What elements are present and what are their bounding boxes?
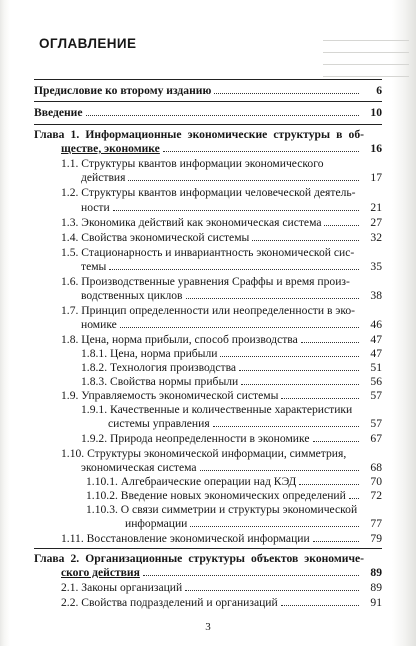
toc-entry-1-10-line1[interactable]: 1.10. Структуры экономической информации, симметрия, [61,447,347,460]
leader-dots [301,342,359,343]
toc-page-number: 77 [370,517,382,530]
toc-entry-2-1[interactable] [61,581,361,594]
leader-dots [190,526,359,527]
toc-entry-1-2[interactable] [81,201,361,214]
toc-entry-title: ществе, экономике [61,142,160,155]
leader-dots [213,426,359,427]
toc-entry-1-10[interactable] [81,461,361,474]
leader-dots [324,225,359,226]
leader-dots [241,384,359,385]
toc-entry-title: информации [125,517,188,530]
leader-dots [313,441,360,442]
toc-entry-1-7-line1[interactable]: 1.7. Принцип определенности или неопределенности в эко- [61,304,356,317]
toc-page-number: 35 [370,260,382,273]
toc-page-number: 67 [370,432,382,445]
toc-entry-1-10-3-line1[interactable]: 1.10.3. О связи симметрии и структуры экономической [86,503,358,516]
toc-entry-title: ности [81,201,110,214]
toc-page-number: 17 [370,171,382,184]
toc-page-number: 89 [370,566,382,579]
toc-page-number: 56 [370,375,382,388]
toc-entry-title: водственных циклов [81,289,183,302]
toc-page-number: 32 [370,231,382,244]
toc-entry-title: номике [81,318,117,331]
toc-entry-1-10-3[interactable] [125,517,361,530]
toc-entry-1-2-line1[interactable]: 1.2. Структуры квантов информации человеческой деятель- [61,186,356,199]
toc-entry-chapter-2[interactable] [61,566,361,579]
toc-entry-1-5-line1[interactable]: 1.5. Стационарность и инвариантность экономической сис- [61,246,355,259]
toc-chapter2-line1[interactable]: Глава 2. Организационные структуры объектов экономиче- [34,552,364,565]
toc-entry-title: ского действия [61,566,140,579]
toc-entry-title: 1.9.2. Природа неопределенности в экономике [81,432,310,445]
toc-entry-1-9-1[interactable] [108,417,361,430]
toc-entry-title: 1.3. Экономика действий как экономическая система [61,216,322,229]
toc-entry-title: 1.8.1. Цена, норма прибыли [81,347,218,360]
toc-page-number: 38 [370,289,382,302]
toc-entry-title: 2.1. Законы организаций [61,581,183,594]
bleed-through-line [323,40,409,41]
toc-page-number: 10 [370,106,382,119]
toc-page-number: 79 [370,532,382,545]
toc-entry-1-4[interactable] [61,231,361,244]
toc-entry-1-8-1[interactable] [81,347,361,360]
toc-entry-1-9[interactable] [61,389,361,402]
toc-entry-title: темы [81,260,107,273]
leader-dots [299,484,359,485]
toc-page-number: 72 [370,489,382,502]
toc-page-number: 46 [370,318,382,331]
toc-rule [34,124,382,125]
toc-chapter1-line1[interactable]: Глава 1. Информационные экономические структуры в об- [34,128,364,141]
toc-entry-1-6-line1[interactable]: 1.6. Производственные уравнения Сраффы и время произ- [61,275,350,288]
leader-dots [349,498,359,499]
toc-entry-intro[interactable] [34,106,361,119]
toc-page-number: 6 [376,84,382,97]
bleed-through-line [323,76,409,77]
toc-entry-title: 1.8. Цена, норма прибыли, способ производства [61,333,298,346]
toc-heading: ОГЛАВЛЕНИЕ [39,36,137,51]
toc-entry-title: 1.10.1. Алгебраические операции над КЭД [86,475,297,488]
toc-entry-title: системы управления [108,417,210,430]
toc-entry-1-10-2[interactable] [86,489,361,502]
toc-page-number: 47 [370,333,382,346]
toc-entry-title: 1.9. Управляемость экономической системы [61,389,279,402]
toc-entry-title: Предисловие ко второму изданию [34,84,212,97]
toc-entry-1-8-3[interactable] [81,375,361,388]
toc-page-number: 57 [370,417,382,430]
bleed-through-line [323,52,409,53]
leader-dots [143,575,359,576]
toc-entry-title: экономическая система [81,461,197,474]
toc-page-number: 57 [370,389,382,402]
toc-entry-1-5[interactable] [81,260,361,273]
toc-entry-1-9-1-line1[interactable]: 1.9.1. Качественные и количественные характеристики [81,403,353,416]
leader-dots [120,327,359,328]
toc-entry-title: Введение [34,106,83,119]
toc-entry-1-11[interactable] [61,532,361,545]
toc-entry-1-8[interactable] [61,333,361,346]
toc-rule [34,548,382,549]
toc-page-number: 27 [370,216,382,229]
toc-entry-preface[interactable] [34,84,361,97]
toc-entry-chapter-1[interactable] [61,142,361,155]
leader-dots [186,298,359,299]
toc-entry-title: 1.4. Свойства экономической системы [61,231,250,244]
toc-entry-2-2[interactable] [61,596,361,609]
toc-entry-title: 2.2. Свойства подразделений и организаций [61,596,278,609]
toc-page-number: 47 [370,347,382,360]
toc-entry-1-7[interactable] [81,318,361,331]
bleed-through-line [323,64,409,65]
leader-dots [214,93,359,94]
leader-dots [109,269,359,270]
toc-entry-1-8-2[interactable] [81,361,361,374]
toc-page-number: 91 [370,596,382,609]
leader-dots [185,590,359,591]
toc-page-number: 68 [370,461,382,474]
leader-dots [128,180,359,181]
toc-page-number: 89 [370,581,382,594]
toc-entry-title: 1.10.2. Введение новых экономических определений [86,489,346,502]
leader-dots [113,210,359,211]
toc-page-number: 70 [370,475,382,488]
leader-dots [239,370,359,371]
toc-page-number: 21 [370,201,382,214]
toc-entry-title: 1.11. Восстановление экономической информации [61,532,310,545]
leader-dots [86,115,359,116]
toc-entry-1-9-2[interactable] [81,432,361,445]
page-number: 3 [205,621,211,633]
toc-page-number: 51 [370,361,382,374]
toc-entry-title: 1.8.3. Свойства нормы прибыли [81,375,239,388]
leader-dots [220,356,359,357]
toc-page-number: 16 [370,142,382,155]
leader-dots [313,541,359,542]
leader-dots [163,151,359,152]
leader-dots [252,240,359,241]
toc-entry-1-6[interactable] [81,289,361,302]
leader-dots [200,470,360,471]
toc-entry-1-1[interactable] [81,171,361,184]
toc-entry-title: 1.8.2. Технология производства [81,361,237,374]
toc-rule [34,79,382,80]
leader-dots [281,605,359,606]
leader-dots [281,398,359,399]
toc-entry-1-1-line1[interactable]: 1.1. Структуры квантов информации экономического [61,157,324,170]
toc-entry-1-3[interactable] [61,216,361,229]
toc-entry-1-10-1[interactable] [86,475,361,488]
toc-entry-title: действия [81,171,126,184]
toc-rule [34,101,382,102]
